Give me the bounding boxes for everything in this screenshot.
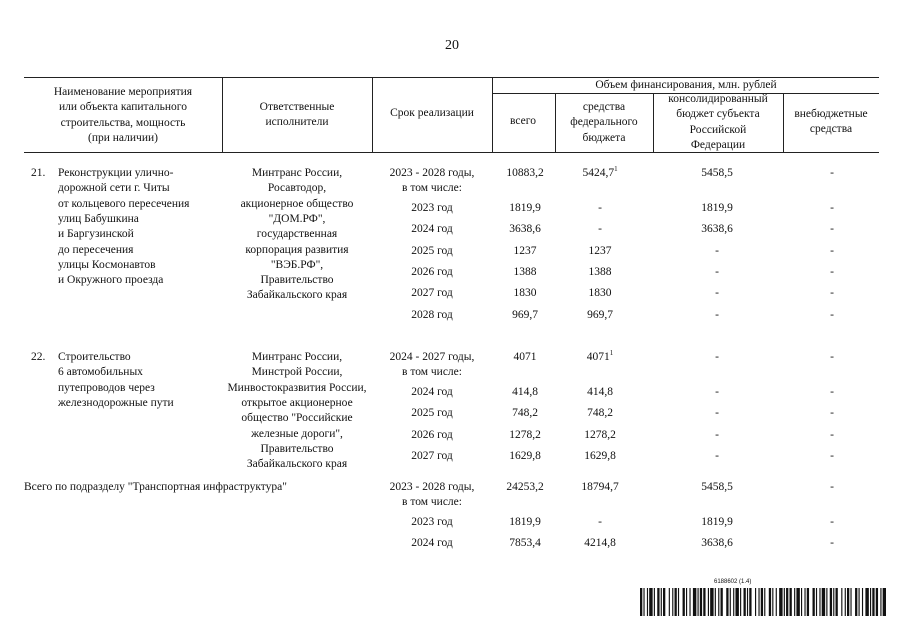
barcode-bar — [841, 588, 842, 616]
barcode-bar — [801, 588, 802, 616]
total-cell: 1388 — [513, 265, 537, 278]
barcode-bar — [769, 588, 771, 616]
barcode-bar — [880, 588, 881, 616]
barcode-bar — [855, 588, 857, 616]
term-cell: 2023 - 2028 годы, — [389, 481, 475, 493]
barcode-bar — [735, 588, 738, 616]
regional-cell: - — [715, 449, 719, 462]
federal-cell: - — [598, 223, 602, 236]
federal-cell: 4214,8 — [584, 537, 616, 550]
barcode-bar — [859, 588, 860, 616]
responsible-line: Минвостокразвития России, — [227, 381, 367, 394]
responsible-line: Забайкальского края — [246, 458, 348, 471]
regional-cell: - — [715, 428, 719, 441]
barcode-bar — [663, 588, 665, 616]
project-number: 21. — [31, 167, 46, 179]
header-regional — [653, 92, 783, 153]
offbudget-cell: - — [830, 308, 834, 321]
barcode-bar — [826, 588, 827, 616]
project-name-line: путепроводов через — [58, 381, 155, 394]
barcode-bar — [786, 588, 788, 616]
federal-cell: 748,2 — [587, 407, 613, 420]
barcode-bar — [865, 588, 868, 616]
barcode-bar — [740, 588, 741, 616]
responsible-line: "ВЭБ.РФ", — [270, 258, 324, 271]
regional-cell: - — [715, 308, 719, 321]
barcode-bar — [700, 588, 702, 616]
header-line: бюджет субъекта — [676, 108, 760, 121]
federal-cell: 1388 — [588, 265, 612, 278]
offbudget-cell: - — [830, 202, 834, 214]
term-cell: 2023 год — [411, 516, 453, 528]
term-cell: 2026 год — [411, 265, 453, 278]
header-line: средства — [582, 101, 626, 113]
barcode-bar — [807, 588, 809, 616]
header-term: Срок реализации — [390, 107, 474, 119]
barcode-bar — [698, 588, 699, 616]
project-name-line: железнодорожные пути — [58, 396, 174, 409]
project-name-line: и Баргузинской — [58, 228, 134, 241]
offbudget-cell: - — [830, 244, 834, 257]
barcode-bar — [749, 588, 751, 616]
barcode-bar — [764, 588, 765, 616]
offbudget-cell: - — [830, 386, 834, 398]
header-line: или объекта капитального — [59, 101, 187, 114]
barcode-bar — [718, 588, 719, 616]
header-total: всего — [510, 115, 536, 127]
header-federal — [555, 100, 653, 146]
responsible-line: общество "Российские — [241, 412, 353, 425]
barcode-bar — [730, 588, 731, 616]
responsible-line: Росавтодор, — [267, 182, 327, 195]
term-cell: 2027 год — [411, 287, 453, 300]
project-name-line: 6 автомобильных — [58, 366, 143, 379]
offbudget-cell: - — [830, 223, 834, 236]
barcode-bar — [683, 588, 685, 616]
term-cell: 2026 год — [411, 428, 453, 441]
total-cell: 1819,9 — [509, 516, 541, 528]
barcode-bar — [710, 588, 713, 616]
header-line: (при наличии) — [88, 131, 158, 144]
federal-cell: 1629,8 — [584, 449, 616, 462]
term-cell: 2023 год — [411, 202, 453, 214]
project-name-line: Строительство — [58, 351, 131, 363]
barcode-bar — [836, 588, 838, 616]
barcode-bar — [708, 588, 709, 616]
total-cell: 4071 — [513, 351, 537, 363]
total-cell: 7853,4 — [509, 537, 541, 550]
regional-cell: 5458,5 — [701, 167, 733, 179]
barcode-bar — [776, 588, 777, 616]
total-cell: 10883,2 — [506, 167, 544, 179]
barcode-bar — [790, 588, 792, 616]
federal-cell: - — [598, 202, 602, 214]
term-cell: 2024 год — [411, 223, 453, 236]
column-divider — [372, 77, 373, 152]
barcode-bar — [672, 588, 673, 616]
regional-cell: - — [715, 407, 719, 420]
barcode-bar — [830, 588, 832, 616]
federal-cell: 1830 — [588, 287, 612, 300]
regional-cell: - — [715, 244, 719, 257]
project-number: 22. — [31, 351, 46, 363]
responsible-line: Правительство — [260, 442, 334, 455]
barcode-bar — [661, 588, 662, 616]
term-cell: 2025 год — [411, 407, 453, 420]
barcode-bar — [870, 588, 871, 616]
barcode-bar — [733, 588, 734, 616]
total-cell: 1278,2 — [509, 428, 541, 441]
barcode-bar — [872, 588, 874, 616]
regional-cell: - — [715, 386, 719, 398]
offbudget-cell: - — [830, 167, 834, 179]
responsible-line: государственная — [256, 228, 338, 241]
header-line: консолидированный — [668, 93, 768, 105]
responsible-line: "ДОМ.РФ", — [268, 212, 326, 225]
barcode-bar — [847, 588, 849, 616]
term-cell: в том числе: — [402, 366, 462, 379]
offbudget-cell: - — [830, 428, 834, 441]
barcode-bar — [794, 588, 795, 616]
offbudget-cell: - — [830, 516, 834, 528]
total-cell: 969,7 — [512, 308, 538, 321]
barcode-bar — [726, 588, 728, 616]
project-name-line: улиц Бабушкина — [58, 212, 139, 225]
total-cell: 3638,6 — [509, 223, 541, 236]
barcode-bar — [862, 588, 863, 616]
header-line: исполнители — [265, 116, 329, 129]
barcode-bar — [816, 588, 817, 616]
total-cell: 1819,9 — [509, 202, 541, 214]
barcode-bar — [693, 588, 696, 616]
barcode-bar — [784, 588, 785, 616]
regional-cell: 3638,6 — [701, 537, 733, 550]
barcode-bar — [689, 588, 690, 616]
barcode-bar — [715, 588, 716, 616]
federal-cell: 18794,7 — [581, 481, 619, 493]
responsible-line: Минстрой России, — [251, 366, 343, 379]
header-line: бюджета — [582, 131, 626, 144]
federal-cell: 4071$^1$ — [586, 349, 614, 363]
federal-cell: 1278,2 — [584, 428, 616, 441]
term-cell: 2024 год — [411, 386, 453, 398]
barcode-bar — [647, 588, 648, 616]
header-line: внебюджетные — [794, 108, 868, 120]
federal-cell: 5424,7$^1$ — [582, 165, 618, 179]
offbudget-cell: - — [830, 449, 834, 462]
offbudget-cell: - — [830, 351, 834, 363]
header-line: Федерации — [690, 138, 746, 151]
barcode-bar — [883, 588, 886, 616]
footnote-mark: 1 — [614, 165, 618, 174]
barcode-bar — [850, 588, 851, 616]
term-cell: 2023 - 2028 годы, — [389, 167, 475, 179]
offbudget-cell: - — [830, 265, 834, 278]
header-financing: Объем финансирования, млн. рублей — [595, 79, 777, 91]
barcode-bar — [876, 588, 878, 616]
project-name-line: дорожной сети г. Читы — [58, 182, 170, 195]
federal-cell: 414,8 — [587, 386, 613, 398]
responsible-line: Минтранс России, — [251, 351, 343, 363]
term-cell: 2024 год — [411, 537, 453, 550]
responsible-line: акционерное общество — [240, 197, 354, 210]
offbudget-cell: - — [830, 537, 834, 550]
header-line: строительства, мощность — [60, 116, 186, 129]
barcode-bar — [675, 588, 677, 616]
subtotal-label: Всего по подразделу "Транспортная инфраструктура" — [24, 481, 287, 493]
header-responsible — [222, 100, 372, 131]
project-name-line: от кольцевого пересечения — [58, 197, 190, 210]
project-name-line: и Окружного проезда — [58, 274, 164, 287]
regional-cell: - — [715, 287, 719, 300]
table-top-rule — [24, 77, 879, 78]
term-cell: 2028 год — [411, 308, 453, 321]
page-number: 20 — [445, 38, 459, 53]
federal-cell: 969,7 — [587, 308, 613, 321]
term-cell: 2024 - 2027 годы, — [389, 351, 475, 363]
regional-cell: - — [715, 351, 719, 363]
total-cell: 1237 — [513, 244, 537, 257]
barcode-bar — [649, 588, 652, 616]
regional-cell: - — [715, 265, 719, 278]
term-cell: 2025 год — [411, 244, 453, 257]
offbudget-cell: - — [830, 407, 834, 420]
total-cell: 1629,8 — [509, 449, 541, 462]
barcode-bar — [845, 588, 846, 616]
federal-cell: 1237 — [588, 244, 612, 257]
header-line: Российской — [689, 123, 747, 136]
responsible-line: Забайкальского края — [246, 289, 348, 302]
term-cell: в том числе: — [402, 182, 462, 195]
term-cell: в том числе: — [402, 496, 462, 509]
regional-cell: 1819,9 — [701, 202, 733, 214]
barcode-bar — [772, 588, 773, 616]
barcode-bar — [686, 588, 687, 616]
total-cell: 748,2 — [512, 407, 538, 420]
barcode-bar — [755, 588, 756, 616]
barcode-bar — [744, 588, 746, 616]
total-cell: 24253,2 — [506, 481, 544, 493]
header-offbudget — [783, 107, 879, 138]
barcode-image — [640, 588, 886, 616]
barcode-bar — [654, 588, 655, 616]
barcode-bar — [643, 588, 644, 616]
responsible-line: корпорация развития — [245, 243, 349, 256]
barcode-bar — [758, 588, 759, 616]
responsible-line: Правительство — [260, 274, 334, 287]
barcode-bar — [721, 588, 723, 616]
offbudget-cell: - — [830, 481, 834, 493]
barcode-bar — [822, 588, 825, 616]
responsible-line: железные дороги", — [251, 427, 343, 440]
barcode-bar — [669, 588, 670, 616]
barcode-bar — [819, 588, 820, 616]
header-line: средства — [809, 123, 853, 136]
responsible-line: открытое акционерное — [241, 396, 353, 409]
header-line: Ответственные — [259, 101, 335, 113]
barcode-bar — [657, 588, 659, 616]
barcode-caption: 6188602 (1.4) — [714, 579, 752, 585]
offbudget-cell: - — [830, 287, 834, 300]
header-line: Наименование мероприятия — [53, 86, 193, 98]
barcode-bar — [796, 588, 799, 616]
federal-cell: - — [598, 516, 602, 528]
footnote-mark: 1 — [609, 349, 614, 358]
barcode-bar — [813, 588, 815, 616]
responsible-line: Минтранс России, — [251, 167, 343, 179]
column-divider — [492, 77, 493, 152]
total-cell: 1830 — [513, 287, 537, 300]
project-name-line: до пересечения — [58, 243, 134, 256]
barcode-bar — [678, 588, 679, 616]
barcode-bar — [747, 588, 748, 616]
header-name — [24, 85, 222, 146]
barcode-bar — [640, 588, 642, 616]
header-line: федерального — [570, 116, 638, 129]
barcode-bar — [779, 588, 782, 616]
barcode-bar — [703, 588, 705, 616]
barcode-bar — [804, 588, 805, 616]
project-name-line: улицы Космонавтов — [58, 258, 156, 271]
total-cell: 414,8 — [512, 386, 538, 398]
project-name-line: Реконструкции улично- — [58, 167, 174, 179]
regional-cell: 1819,9 — [701, 516, 733, 528]
regional-cell: 5458,5 — [701, 481, 733, 493]
barcode-bar — [761, 588, 763, 616]
term-cell: 2027 год — [411, 449, 453, 462]
barcode-bar — [833, 588, 834, 616]
regional-cell: 3638,6 — [701, 223, 733, 236]
